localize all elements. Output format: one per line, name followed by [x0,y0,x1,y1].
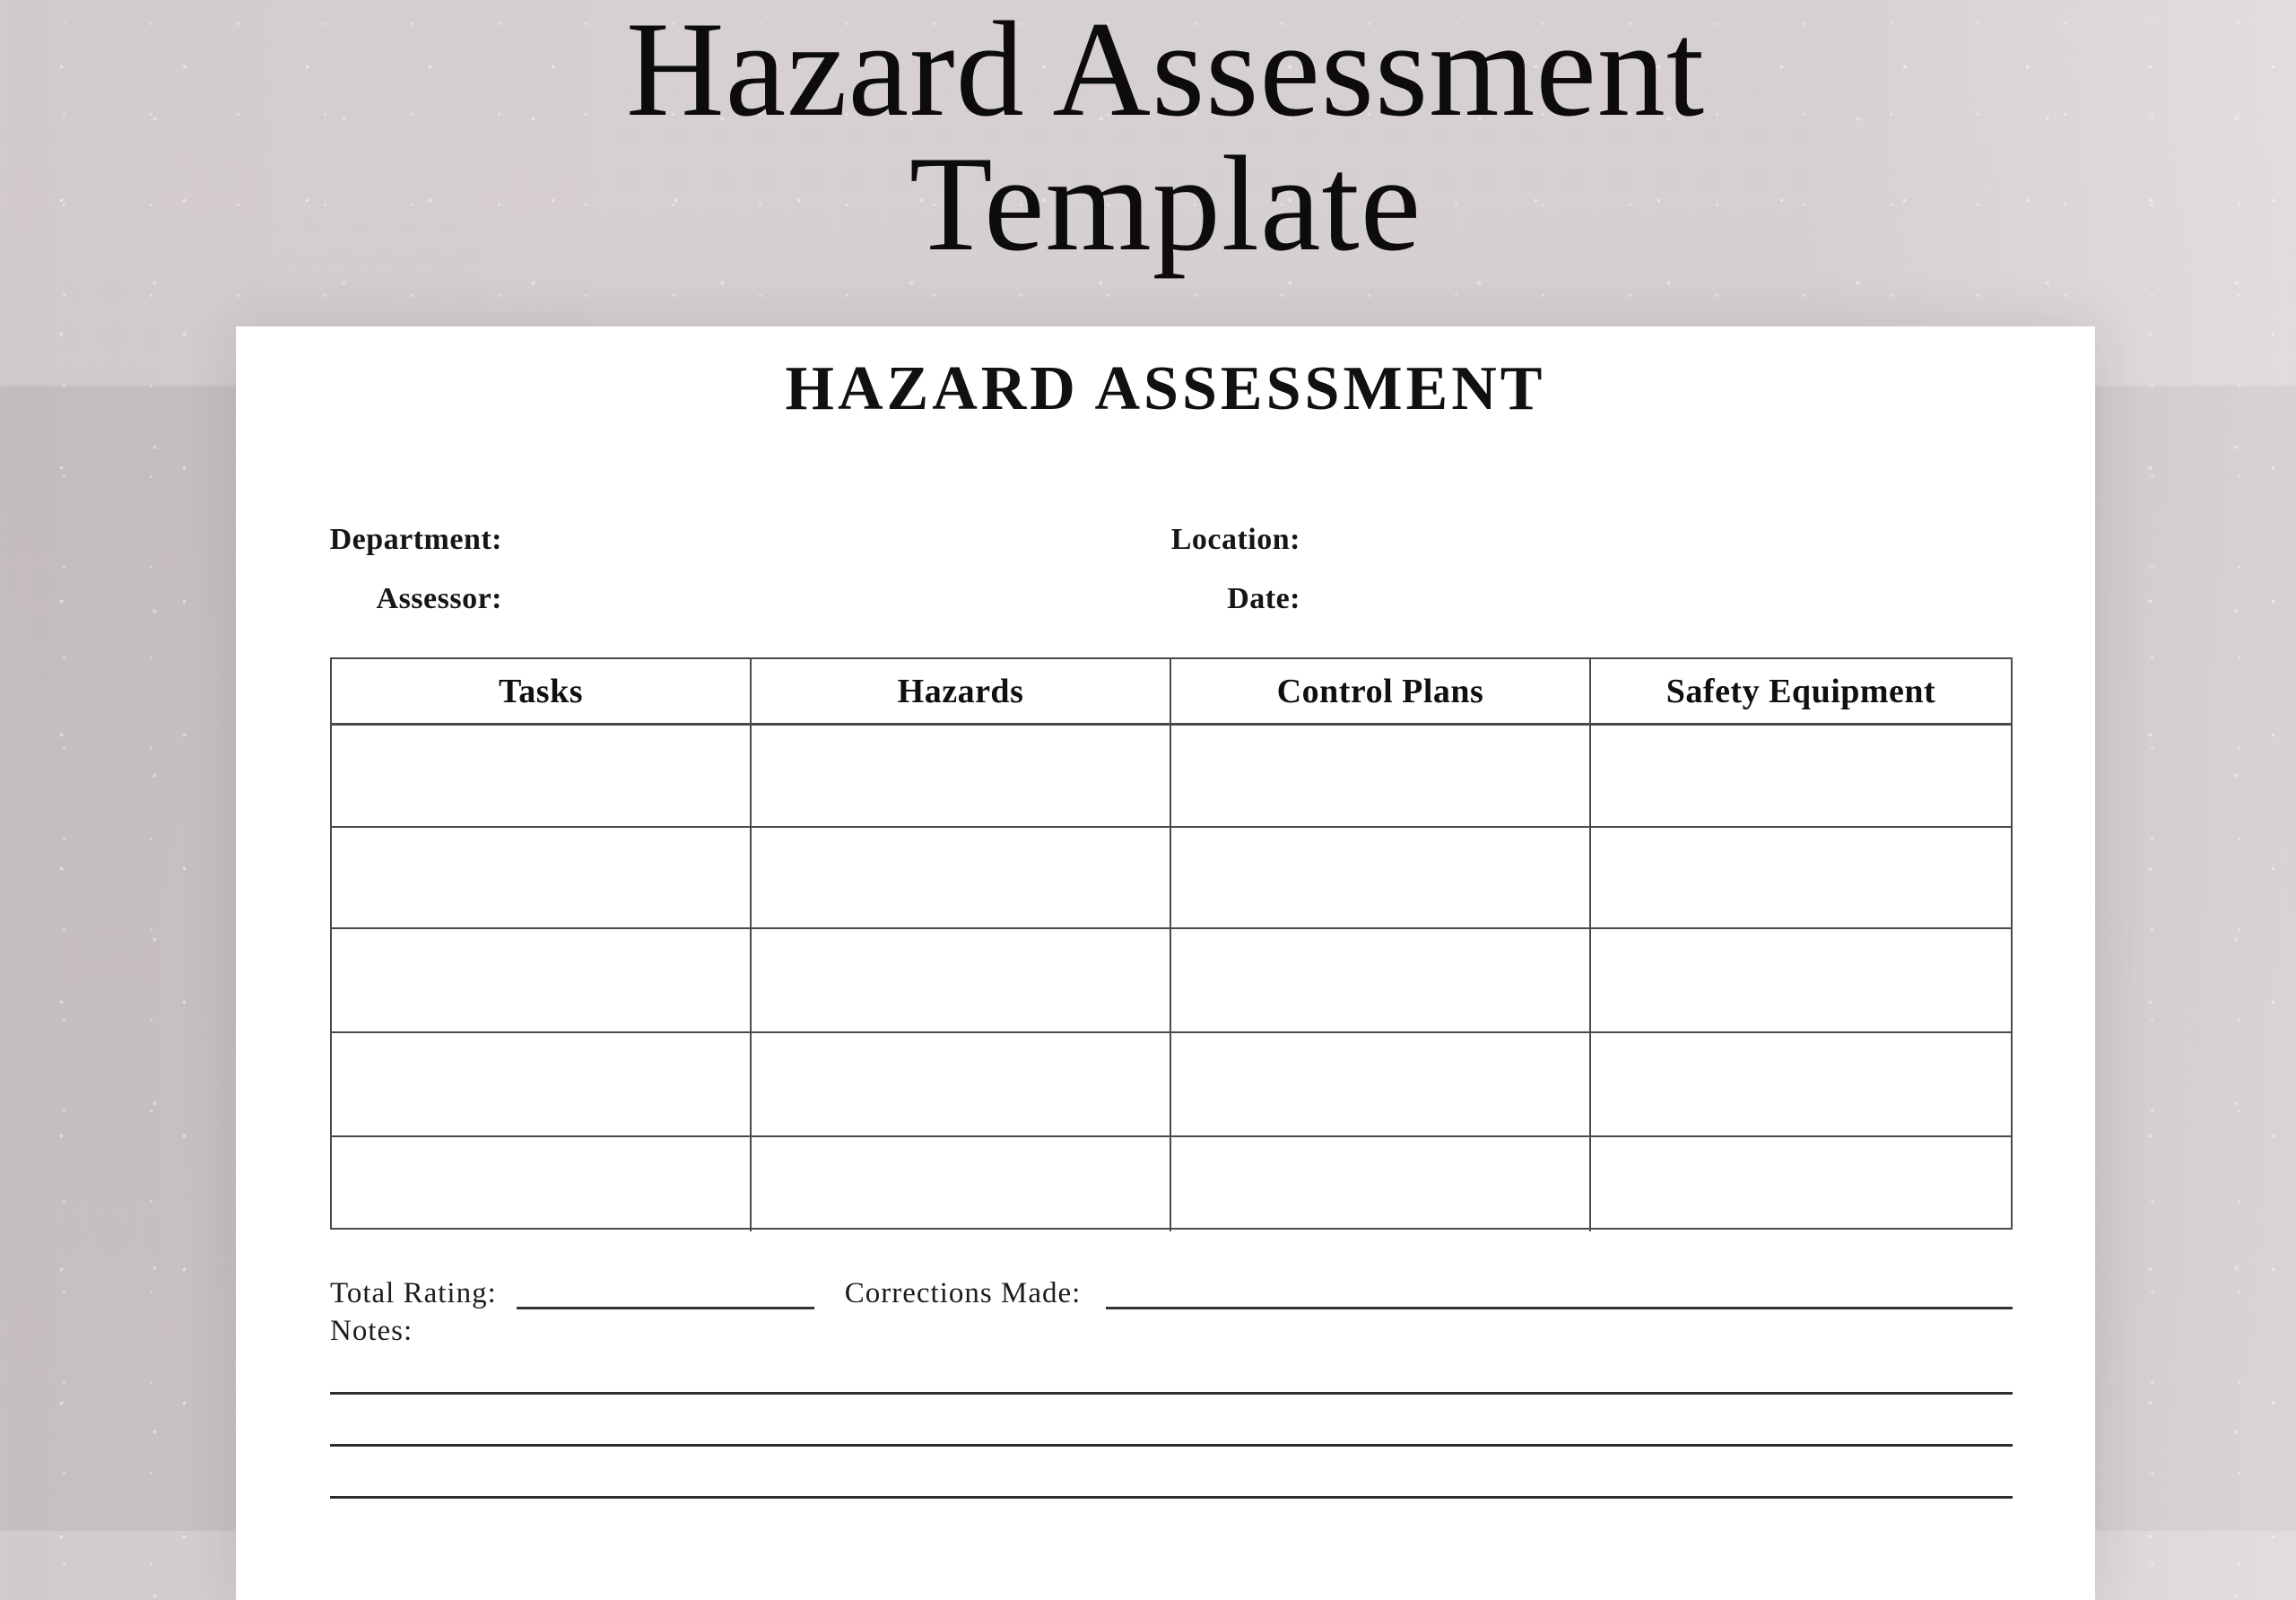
table-cell[interactable] [752,828,1171,929]
notes-blank-line[interactable] [330,1392,2013,1395]
table-cell[interactable] [332,1033,752,1137]
notes-label: Notes: [330,1315,413,1347]
table-cell[interactable] [1171,828,1591,929]
total-rating-blank-line[interactable] [517,1307,814,1309]
poster-title [236,0,2095,279]
department-label: Department: [329,523,502,556]
table-cell[interactable] [752,1137,1171,1231]
table-cell[interactable] [1171,1137,1591,1231]
department-field [236,522,502,558]
table-header-tasks: Tasks [332,659,752,726]
corrections-made-blank-line[interactable] [1106,1307,2013,1309]
table-cell[interactable] [752,1033,1171,1137]
assessment-table [330,657,2013,1230]
table-cell[interactable] [752,726,1171,828]
assessor-field [236,581,502,617]
table-cell[interactable] [1591,828,2011,929]
table-cell[interactable] [1171,726,1591,828]
notes-blank-line[interactable] [330,1496,2013,1499]
document-page [236,326,2095,1600]
table-header-hazards: Hazards [752,659,1171,726]
table-cell[interactable] [1591,1033,2011,1137]
date-field [1034,581,1300,617]
table-cell[interactable] [1591,1137,2011,1231]
table-cell[interactable] [1171,1033,1591,1137]
document-heading: HAZARD ASSESSMENT [785,354,1546,423]
table-cell[interactable] [332,929,752,1033]
totals-row [330,1274,2013,1313]
location-field [1034,522,1300,558]
total-rating-label: Total Rating: [330,1277,497,1309]
table-cell[interactable] [1591,929,2011,1033]
notes-blank-line[interactable] [330,1444,2013,1447]
poster-title-text: Hazard Assessment Template [625,0,1706,279]
table-cell[interactable] [332,828,752,929]
corrections-made-label: Corrections Made: [844,1277,1082,1309]
table-cell[interactable] [332,726,752,828]
table-header-safety-equipment: Safety Equipment [1591,659,2011,726]
table-header-control-plans: Control Plans [1171,659,1591,726]
table-cell[interactable] [752,929,1171,1033]
date-label: Date: [1227,582,1300,615]
assessor-label: Assessor: [376,582,502,615]
table-cell[interactable] [1171,929,1591,1033]
table-cell[interactable] [1591,726,2011,828]
table-cell[interactable] [332,1137,752,1231]
location-label: Location: [1170,523,1300,556]
